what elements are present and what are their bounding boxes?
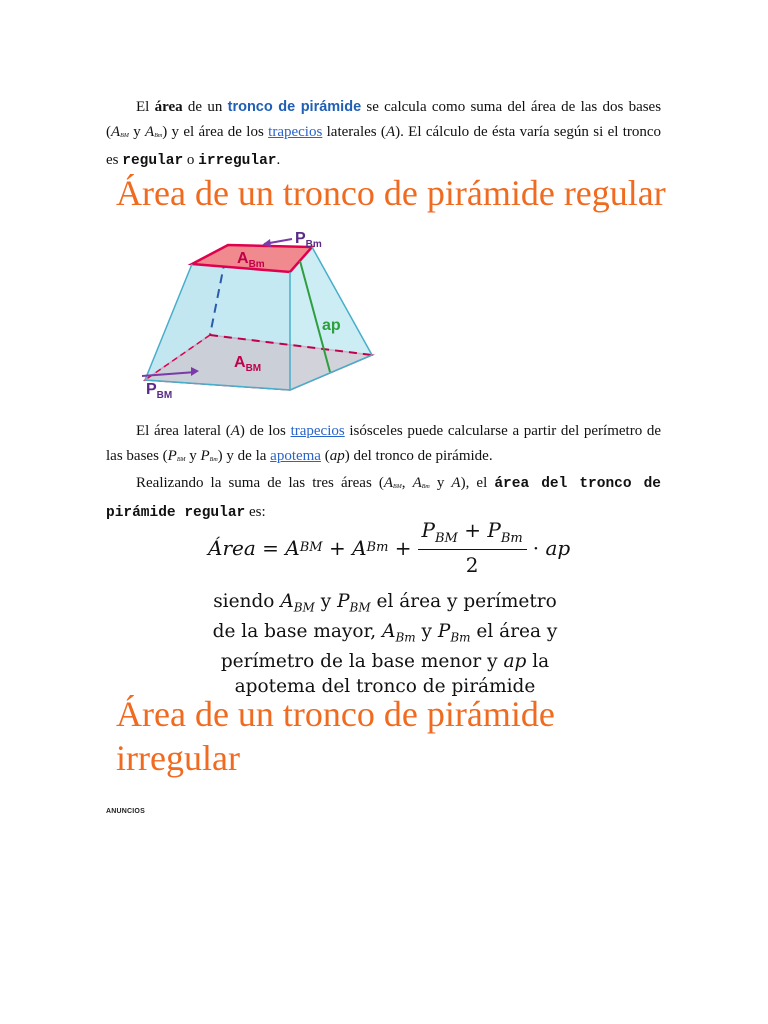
note-line-1 bbox=[200, 590, 570, 620]
intro-text: de un bbox=[187, 99, 223, 115]
note-line-3 bbox=[200, 650, 570, 675]
sum-text: y bbox=[436, 475, 445, 491]
label-a-bottom: A bbox=[234, 354, 246, 371]
lateral-text: ) del tronco de pirámide. bbox=[344, 447, 493, 464]
intro-text: se calcula como suma del área de las dos bases ( bbox=[106, 99, 662, 140]
note-sub: Bm bbox=[450, 630, 471, 645]
lateral-text: ) y de la bbox=[217, 447, 267, 464]
note-text: la bbox=[532, 651, 550, 673]
fraction-denominator: 2 bbox=[465, 553, 479, 577]
heading-regular: Área de un tronco de pirámide regular bbox=[116, 173, 666, 213]
formula-term: ap bbox=[545, 535, 571, 560]
tronco-term: tronco de pirámide bbox=[227, 99, 362, 115]
subscript: BM bbox=[120, 132, 129, 139]
sum-text: Realizando la suma de las tres áreas ( bbox=[136, 475, 384, 491]
formula-op: · bbox=[532, 535, 540, 560]
label-ap: ap bbox=[322, 317, 341, 334]
irregular-term: irregular bbox=[198, 153, 277, 169]
label-p-top: P bbox=[295, 230, 306, 247]
var-a: A bbox=[385, 123, 396, 140]
note-text: y bbox=[421, 621, 432, 643]
var-a: A bbox=[451, 475, 461, 491]
label-p-bottom-sub: BM bbox=[156, 390, 173, 401]
note-line-2 bbox=[200, 620, 570, 650]
var-a: A bbox=[383, 475, 394, 491]
formula-sub: BM bbox=[299, 540, 323, 555]
area-formula bbox=[208, 518, 588, 577]
intro-text: o bbox=[186, 152, 195, 168]
var-p: P bbox=[200, 447, 210, 464]
intro-text: . bbox=[276, 152, 281, 168]
lateral-paragraph bbox=[106, 419, 661, 472]
note-var: P bbox=[437, 621, 451, 643]
var-a: A bbox=[230, 423, 240, 439]
sum-text: es: bbox=[248, 503, 266, 520]
note-sub: BM bbox=[293, 600, 315, 615]
intro-paragraph bbox=[106, 95, 661, 174]
label-a-bottom-sub: BM bbox=[245, 363, 262, 374]
sum-text: , bbox=[401, 475, 406, 491]
regular-term: regular bbox=[122, 153, 184, 169]
formula-term: A bbox=[352, 535, 367, 560]
note-line-4: apotema del tronco de pirámide bbox=[234, 675, 536, 697]
subscript: Bm bbox=[421, 484, 430, 490]
note-var: P bbox=[337, 591, 350, 612]
lateral-text: ( bbox=[324, 447, 330, 464]
label-p-bottom: P bbox=[146, 381, 157, 398]
heading-irregular-line-1: Área de un tronco de pirámide bbox=[116, 694, 555, 734]
lateral-text: El área lateral ( bbox=[136, 423, 231, 439]
lateral-text: isósceles puede calcularse a partir del perímetro de las bases ( bbox=[106, 423, 662, 464]
apotema-link[interactable]: apotema bbox=[270, 447, 321, 464]
trapecios-link[interactable]: trapecios bbox=[290, 423, 345, 439]
trapecios-link[interactable]: trapecios bbox=[268, 123, 323, 140]
note-var: A bbox=[382, 621, 396, 643]
svg-text:PBM bbox=[146, 381, 172, 401]
formula-term: A bbox=[285, 535, 300, 560]
formula-sub: Bm bbox=[366, 540, 389, 555]
heading-irregular-line-2: irregular bbox=[116, 738, 240, 778]
formula-fraction bbox=[418, 518, 527, 577]
var-ap: ap bbox=[329, 447, 345, 464]
subscript: Bm bbox=[209, 456, 218, 463]
note-var: A bbox=[280, 591, 294, 612]
formula-note bbox=[200, 590, 570, 699]
sum-paragraph bbox=[106, 471, 661, 525]
formula-sub: BM bbox=[435, 531, 458, 546]
note-text: el área y perímetro bbox=[376, 591, 557, 612]
intro-text: y bbox=[133, 123, 141, 140]
note-text: perímetro de la base menor y bbox=[220, 651, 498, 673]
label-a-top-sub: Bm bbox=[248, 259, 265, 270]
formula-sub: Bm bbox=[500, 531, 523, 546]
subscript: BM bbox=[176, 456, 186, 463]
formula-op: + bbox=[328, 535, 346, 560]
bold-area-term: área del tronco de pirámide regular bbox=[106, 476, 662, 521]
ad-label: ANUNCIOS bbox=[106, 808, 145, 815]
sum-text: ), el bbox=[460, 475, 488, 491]
var-p: P bbox=[167, 447, 177, 464]
formula-term: P bbox=[421, 518, 435, 542]
formula-lhs: Área bbox=[208, 535, 256, 560]
heading-irregular bbox=[116, 692, 636, 780]
note-text: siendo bbox=[213, 591, 275, 612]
lateral-text: y bbox=[189, 447, 197, 464]
formula-term: P bbox=[487, 518, 501, 542]
frustum-figure bbox=[128, 220, 388, 410]
label-p-top-sub: Bm bbox=[305, 239, 322, 250]
note-var: ap bbox=[503, 651, 527, 673]
intro-text: ). El cálculo de ésta varía según si el tronco es bbox=[106, 123, 662, 168]
note-sub: Bm bbox=[395, 630, 416, 645]
var-a: A bbox=[145, 123, 155, 140]
note-sub: BM bbox=[349, 600, 371, 615]
var-a: A bbox=[412, 475, 422, 491]
note-text: de la base mayor, bbox=[212, 621, 377, 643]
intro-text: ) y el área de los bbox=[162, 123, 264, 140]
subscript: Bm bbox=[154, 132, 163, 139]
intro-text: laterales ( bbox=[326, 123, 386, 140]
note-text: y bbox=[320, 591, 332, 612]
formula-op: + bbox=[394, 535, 412, 560]
subscript: BM bbox=[393, 484, 402, 490]
lateral-text: ) de los bbox=[239, 423, 286, 439]
label-a-top: A bbox=[237, 250, 249, 267]
bold-area-term: área bbox=[154, 99, 183, 115]
fraction-numerator bbox=[418, 518, 527, 550]
var-a: A bbox=[111, 123, 121, 140]
note-text: el área y bbox=[476, 621, 558, 643]
intro-text: El bbox=[136, 99, 150, 115]
formula-eq: = bbox=[262, 535, 279, 560]
formula-op: + bbox=[464, 518, 481, 542]
